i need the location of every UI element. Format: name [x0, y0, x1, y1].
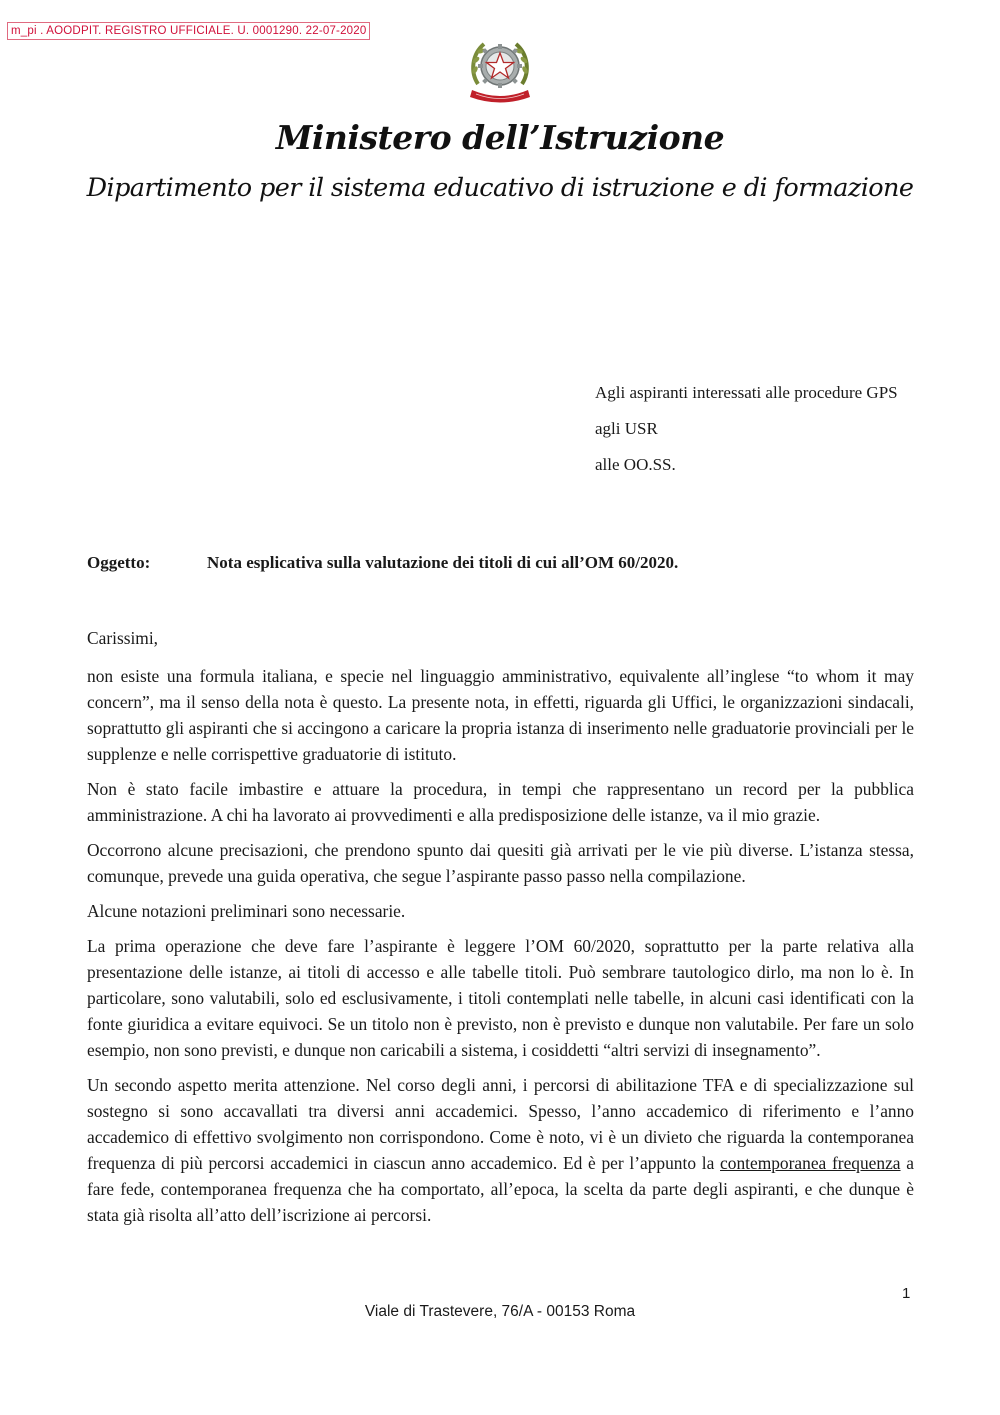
paragraph: La prima operazione che deve fare l’aspirante è leggere l’OM 60/2020, soprattutto per la parte relativa alla presentazione delle istanze, ai titoli di accesso e alle tabelle titoli. Può sembrare tautologico dirlo, ma non lo è. In particolare, sono valutabili, solo ed esclusivamente, i titoli contemplati nelle tabelle, in alcuni casi identificati con la fonte giuridica a evitare equivoci. Se un titolo non è previsto, non è previsto e dunque non valutabile. Per fare un solo esempio, non sono previsti, e dunque non caricabili a sistema, i cosiddetti “altri servizi di insegnamento”.	[87, 936, 914, 1060]
subject-label: Oggetto:	[87, 553, 151, 572]
letter-body	[87, 625, 914, 1237]
paragraph	[87, 1072, 914, 1228]
greeting: Carissimi,	[87, 628, 159, 648]
footer-address: Viale di Trastevere, 76/A - 00153 Roma	[364, 1303, 636, 1320]
subject-text: Nota esplicativa sulla valutazione dei titoli di cui all’OM 60/2020.	[207, 553, 679, 572]
paragraph-text: a fare fede, contemporanea frequenza che ha comportato, all’epoca, la scelta da parte degli aspiranti, e che dunque è stata già risolta all’atto dell’iscrizione ai percorsi.	[87, 1153, 914, 1225]
paragraph: Alcune notazioni preliminari sono necessarie.	[87, 901, 406, 921]
recipient-line: alle OO.SS.	[595, 455, 676, 474]
italian-republic-emblem-icon	[464, 34, 536, 106]
paragraph-text: Un secondo aspetto merita attenzione. Nel corso degli anni, i percorsi di abilitazione TFA e di specializzazione sul sostegno si sono accavallati tra diversi anni accademici. Spesso, l’anno accademico di riferimento e l’anno accademico di effettivo svolgimento non corrispondono. Come è noto, vi è un divieto che riguarda la contemporanea frequenza di più percorsi accademici in ciascun anno accademico. Ed è per l’appunto la	[87, 1075, 914, 1173]
recipient-line: Agli aspiranti interessati alle procedure GPS	[595, 383, 898, 402]
recipient-line: agli USR	[595, 419, 658, 438]
protocol-stamp: m_pi . AOODPIT. REGISTRO UFFICIALE. U. 0001290. 22-07-2020	[7, 22, 370, 40]
paragraph: Non è stato facile imbastire e attuare la procedura, in tempi che rappresentano un record per la pubblica amministrazione. A chi ha lavorato ai provvedimenti e alla predisposizione delle istanze, va il mio grazie.	[87, 779, 914, 825]
paragraph: Occorrono alcune precisazioni, che prendono spunto dai quesiti già arrivati per le vie più diverse. L’istanza stessa, comunque, prevede una guida operativa, che segue l’aspirante passo passo nella compilazione.	[87, 840, 914, 886]
department-title: Dipartimento per il sistema educativo di istruzione e di formazione	[86, 173, 914, 203]
paragraph: non esiste una formula italiana, e specie nel linguaggio amministrativo, equivalente all’inglese “to whom it may concern”, ma il senso della nota è questo. La presente nota, in effetti, riguarda gli Uffici, le organizzazioni sindacali, soprattutto gli aspiranti che si accingono a caricare la propria istanza di inserimento nelle graduatorie provinciali per le supplenze e nelle corrispettive graduatorie di istituto.	[87, 666, 914, 764]
underlined-phrase: contemporanea frequenza	[720, 1153, 901, 1173]
ministry-title: Ministero dell’Istruzione	[275, 118, 725, 157]
subject-line	[87, 553, 917, 573]
recipients-block	[595, 380, 925, 488]
page-number: 1	[902, 1285, 911, 1302]
